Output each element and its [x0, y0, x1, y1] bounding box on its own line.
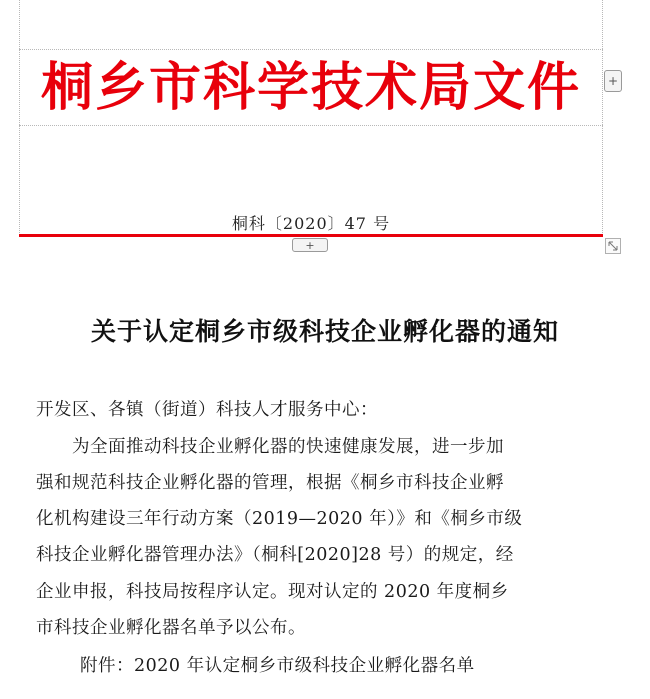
body-line: 为全面推动科技企业孵化器的快速健康发展，进一步加 — [72, 437, 504, 457]
resize-handle-icon[interactable] — [605, 238, 621, 254]
expand-right-button[interactable]: + — [604, 70, 622, 92]
body-line: 化机构建设三年行动方案（2019—2020 年）》和《桐乡市级 — [36, 509, 523, 529]
body-line: 强和规范科技企业孵化器的管理，根据《桐乡市科技企业孵 — [36, 473, 504, 493]
attachment-line: 附件：2020 年认定桐乡市级科技企业孵化器名单 — [80, 656, 475, 676]
body-line: 企业申报，科技局按程序认定。现对认定的 2020 年度桐乡 — [36, 582, 509, 602]
expand-below-button[interactable]: + — [292, 238, 328, 252]
body-line: 科技企业孵化器管理办法》（桐科[2020]28 号）的规定，经 — [36, 545, 514, 565]
document-title: 关于认定桐乡市级科技企业孵化器的通知 — [90, 317, 559, 346]
salutation: 开发区、各镇（街道）科技人才服务中心： — [36, 400, 378, 420]
red-divider — [19, 234, 603, 237]
document-number: 桐科〔2020〕47 号 — [231, 214, 391, 233]
document-header — [19, 50, 603, 126]
header-title: 桐乡市科学技术局文件 — [40, 57, 581, 118]
body-line: 市科技企业孵化器名单予以公布。 — [36, 618, 306, 638]
